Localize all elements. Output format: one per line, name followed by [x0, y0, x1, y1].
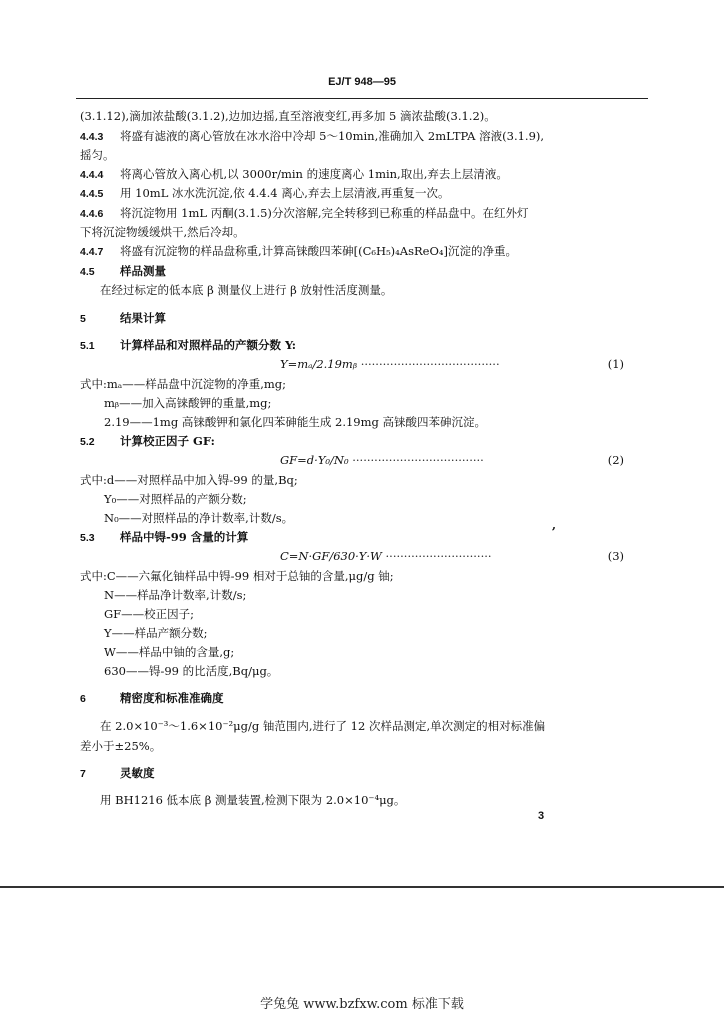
- leader-dots: ·····························: [385, 549, 492, 563]
- section-7-heading: [80, 765, 155, 781]
- clause-number: 4.4.5: [80, 188, 104, 200]
- where-line: 式中:mₐ——样品盘中沉淀物的净重,mg;: [80, 377, 287, 391]
- clause-4-4-4: [80, 166, 508, 182]
- section-title: 样品测量: [120, 264, 166, 278]
- equation-3: [280, 549, 624, 563]
- clause-number: 4.4.4: [80, 169, 104, 181]
- section-number: 5: [80, 313, 86, 325]
- section-title: 结果计算: [120, 311, 166, 325]
- clause-4-4-7: [80, 243, 517, 259]
- equation-text: C=N·GF/630·Y·W: [280, 549, 382, 563]
- section-title: 计算校正因子 GF:: [120, 434, 215, 448]
- section-4-5-heading: [80, 263, 166, 279]
- section-number: 5.1: [80, 340, 95, 352]
- section-title: 计算样品和对照样品的产额分数 Y:: [120, 338, 297, 352]
- section-title: 灵敏度: [120, 766, 155, 780]
- section-title: 精密度和标准准确度: [120, 691, 224, 705]
- section-number: 4.5: [80, 266, 95, 278]
- document-code-header: EJ/T 948—95: [328, 76, 396, 88]
- where-line: N₀——对照样品的净计数率,计数/s。: [104, 511, 294, 525]
- equation-number: (1): [607, 357, 624, 371]
- clause-text: 将离心管放入离心机,以 3000r/min 的速度离心 1min,取出,弃去上层清液。: [120, 167, 508, 181]
- clause-text: 将盛有沉淀物的样品盘称重,计算高铼酸四苯砷[(C₆H₅)₄AsReO₄]沉淀的净重。: [120, 244, 517, 258]
- clause-text: 用 10mL 冰水洗沉淀,依 4.4.4 离心,弃去上层清液,再重复一次。: [120, 186, 450, 200]
- section-number: 5.3: [80, 532, 95, 544]
- footer-rule: [0, 886, 724, 888]
- text-line: 摇匀。: [80, 148, 115, 162]
- where-line: 式中:C——六氟化铀样品中锝-99 相对于总铀的含量,μg/g 铀;: [80, 569, 394, 583]
- clause-4-4-5: [80, 185, 450, 201]
- section-number: 5.2: [80, 436, 95, 448]
- where-line: 式中:d——对照样品中加入锝-99 的量,Bq;: [80, 473, 298, 487]
- equation-text: Y=mₐ/2.19mᵦ: [280, 357, 358, 371]
- clause-number: 4.4.3: [80, 131, 104, 143]
- where-line: 630——锝-99 的比活度,Bq/μg。: [104, 664, 279, 678]
- section-number: 7: [80, 768, 86, 780]
- header-rule: [76, 98, 648, 99]
- text-line: 下将沉淀物缓缓烘干,然后冷却。: [80, 225, 245, 239]
- where-line: N——样品净计数率,计数/s;: [104, 588, 247, 602]
- leader-dots: ······································: [360, 357, 500, 371]
- text-line: 在 2.0×10⁻³～1.6×10⁻²μg/g 铀范围内,进行了 12 次样品测定,单次测定的相对标准偏: [100, 719, 546, 733]
- where-line: W——样品中铀的含量,g;: [104, 645, 235, 659]
- section-5-2-heading: [80, 433, 215, 449]
- clause-number: 4.4.7: [80, 246, 104, 258]
- where-line: Y——样品产额分数;: [104, 626, 208, 640]
- clause-text: 将盛有滤液的离心管放在冰水浴中冷却 5～10min,准确加入 2mLTPA 溶液(3.1.9),: [120, 129, 545, 143]
- equation-text: GF=d·Y₀/N₀: [280, 453, 349, 467]
- section-title: 样品中锝-99 含量的计算: [120, 530, 249, 544]
- section-number: 6: [80, 693, 86, 705]
- text-line: 差小于±25%。: [80, 739, 162, 753]
- equation-number: (2): [607, 453, 624, 467]
- stray-mark: ,: [552, 518, 557, 532]
- text-line: 在经过标定的低本底 β 测量仪上进行 β 放射性活度测量。: [100, 283, 393, 297]
- clause-4-4-3: [80, 128, 544, 144]
- clause-text: 将沉淀物用 1mL 丙酮(3.1.5)分次溶解,完全转移到已称重的样品盘中。在红外灯: [120, 206, 529, 220]
- section-6-heading: [80, 690, 224, 706]
- section-5-1-heading: [80, 337, 296, 353]
- section-5-heading: [80, 310, 166, 326]
- equation-number: (3): [607, 549, 624, 563]
- section-5-3-heading: [80, 529, 248, 545]
- clause-number: 4.4.6: [80, 208, 104, 220]
- where-line: mᵦ——加入高铼酸钾的重量,mg;: [104, 396, 272, 410]
- where-line: 2.19——1mg 高铼酸钾和氯化四苯砷能生成 2.19mg 高铼酸四苯砷沉淀。: [104, 415, 487, 429]
- where-line: GF——校正因子;: [104, 607, 195, 621]
- clause-4-4-6: [80, 205, 529, 221]
- leader-dots: ····································: [352, 453, 484, 467]
- equation-1: [280, 357, 624, 371]
- page-number: 3: [538, 810, 545, 822]
- equation-2: [280, 453, 624, 467]
- text-line: (3.1.12),滴加浓盐酸(3.1.2),边加边摇,直至溶液变红,再多加 5 滴浓盐酸(3.1.2)。: [80, 109, 496, 123]
- footer-watermark: 学兔兔 www.bzfxw.com 标准下载: [260, 997, 464, 1012]
- where-line: Y₀——对照样品的产额分数;: [104, 492, 247, 506]
- text-line: 用 BH1216 低本底 β 测量装置,检测下限为 2.0×10⁻⁴μg。: [100, 793, 406, 807]
